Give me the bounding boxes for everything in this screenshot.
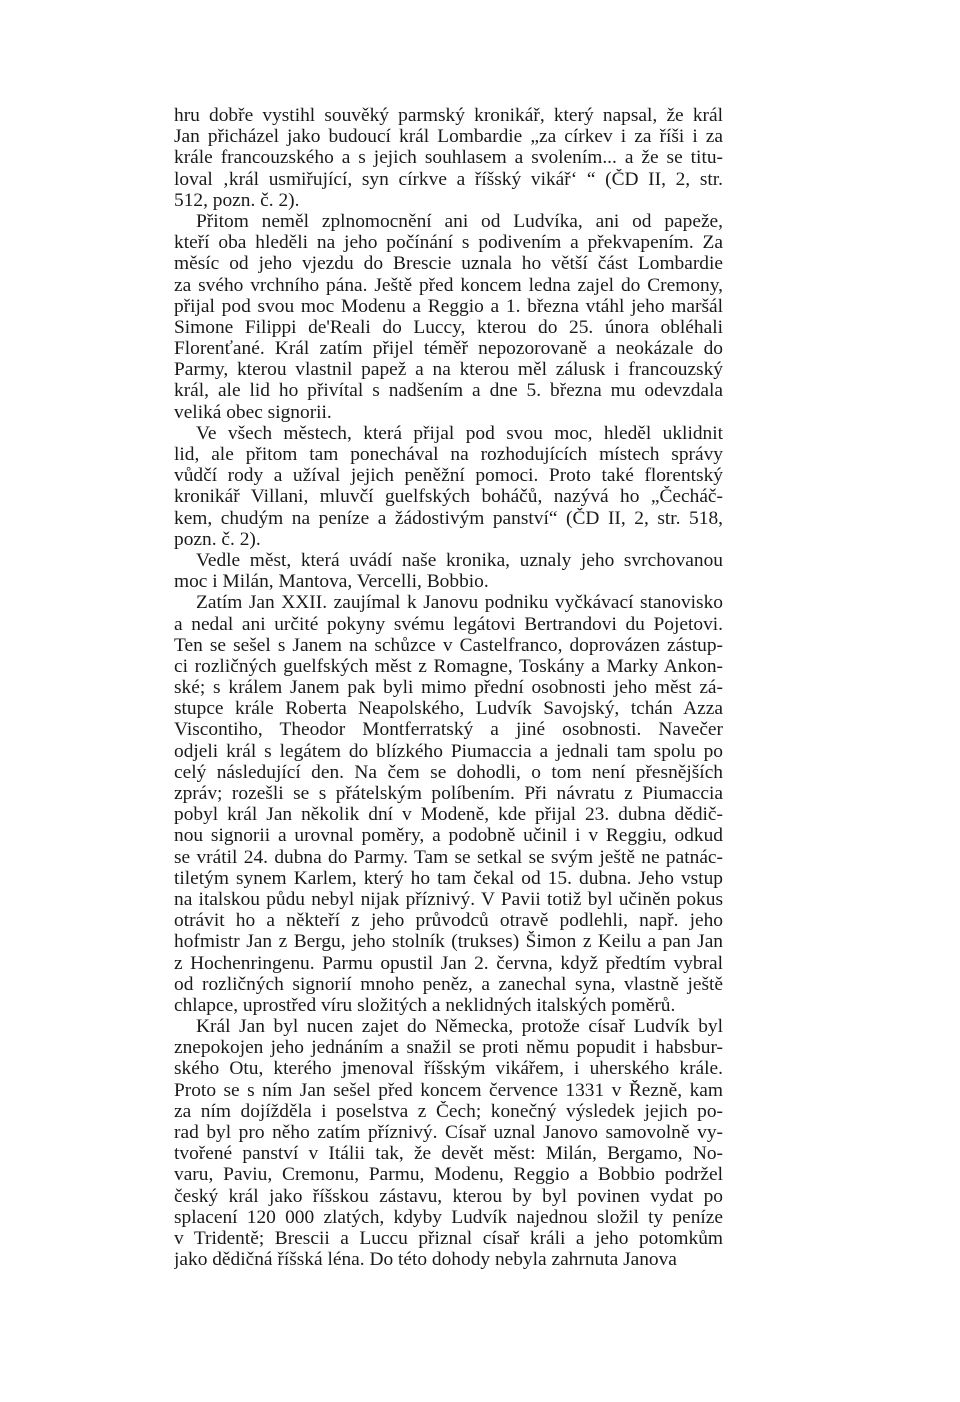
text-line: varu, Paviu, Cremonu, Parmu, Modenu, Reggio a Bobbio podržel [174, 1164, 723, 1186]
text-line: krále francouzského a s jejich souhlasem a svolením... a že se titu- [174, 147, 723, 169]
text-line: král, ale lid ho přivítal s nadšením a dne 5. března mu odevzdala [174, 380, 723, 402]
text-line: loval ‚král usmiřující, syn církve a říšský vikář‘ “ (ČD II, 2, str. [174, 168, 723, 190]
text-line: z Hochenringenu. Parmu opustil Jan 2. června, když předtím vybral [174, 952, 723, 974]
text-line: za svého vrchního pána. Ještě před koncem ledna zajel do Cremony, [174, 274, 723, 296]
text-line: Ten se sešel s Janem na schůzce v Castelfranco, doprovázen zástup- [174, 634, 723, 656]
text-line: stupce krále Roberta Neapolského, Ludvík Savojský, tchán Azza [174, 698, 723, 720]
text-line: český král jako říšskou zástavu, kterou by byl povinen vydat po [174, 1185, 723, 1207]
text-line: kem, chudým na peníze a žádostivým panství“ (ČD II, 2, str. 518, [174, 507, 723, 529]
paragraph [174, 423, 723, 550]
text-line: ské; s králem Janem pak byli mimo přední osobnosti jeho měst zá- [174, 677, 723, 699]
text-line: tiletým synem Karlem, který ho tam čekal od 15. dubna. Jeho vstup [174, 867, 723, 889]
text-line: znepokojen jeho jednáním a snažil se proti němu popudit i habsbur- [174, 1037, 723, 1059]
text-line: pozn. č. 2). [174, 528, 261, 550]
text-line: měsíc od jeho vjezdu do Brescie uznala ho větší část Lombardie [174, 253, 723, 275]
text-line: Ve všech městech, která přijal pod svou moc, hleděl uklidnit [196, 422, 723, 444]
text-line: Král Jan byl nucen zajet do Německa, protože císař Ludvík byl [196, 1016, 723, 1038]
paragraph [174, 592, 723, 1016]
text-line: zpráv; rozešli se s přátelským políbením. Při návratu z Piumaccia [174, 783, 723, 804]
paragraph [174, 211, 723, 423]
text-line: kteří oba hleděli na jeho počínání s podivením a překvapením. Za [174, 232, 723, 254]
text-line: v Tridentě; Brescii a Luccu přiznal císař králi a jeho potomkům [174, 1227, 723, 1249]
text-line: otrávit ho a někteří z jeho průvodců otravě podlehli, např. jeho [174, 910, 723, 932]
text-line: veliká obec signorii. [174, 401, 332, 423]
text-line: 512, pozn. č. 2). [174, 189, 300, 211]
text-line: kronikář Villani, mluvčí guelfských boháčů, nazývá ho „Čecháč- [174, 486, 723, 508]
text-line: vůdčí rody a užíval jejich peněžní pomoci. Proto také florentský [174, 465, 723, 487]
paragraph [174, 1016, 723, 1270]
text-line: nou signorii a urovnal poměry, a podobně učinil i v Reggiu, odkud [174, 825, 723, 847]
text-line: lid, ale přitom tam ponechával na rozhodujících místech správy [174, 444, 723, 465]
text-line: Simone Filippi de'Reali do Luccy, kterou do 25. února obléhali [174, 316, 723, 338]
text-line: se vrátil 24. dubna do Parmy. Tam se setkal se svým ještě ne patnác- [174, 846, 723, 868]
text-line: celý následující den. Na čem se dohodli, o tom není přesnějších [174, 761, 723, 783]
text-line: pobyl král Jan několik dní v Modeně, kde přijal 23. dubna dědič- [174, 804, 723, 826]
text-line: ského Otu, kterého jmenoval říšským vikářem, i uherského krále. [174, 1058, 723, 1080]
text-line: Parmy, kterou vlastnil papež a na kterou měl zálusk i francouzský [174, 359, 723, 381]
text-line: Vedle měst, která uvádí naše kronika, uznaly jeho svrchovanou [196, 549, 723, 571]
text-line: Přitom neměl zplnomocnění ani od Ludvíka, ani od papeže, [196, 210, 723, 232]
text-line: Jan přicházel jako budoucí král Lombardie „za církev i za říši i za [174, 126, 723, 148]
text-line: Proto se s ním Jan sešel před koncem července 1331 v Řezně, kam [174, 1079, 723, 1101]
text-line: hofmistr Jan z Bergu, jeho stolník (trukses) Šimon z Keilu a pan Jan [174, 931, 723, 953]
text-line: Zatím Jan XXII. zaujímal k Janovu podniku vyčkávací stanovisko [196, 592, 723, 614]
paragraph [174, 550, 723, 592]
text-line: Florenťané. Král zatím přijel téměř nepozorovaně a neokázale do [174, 338, 723, 360]
text-line: za ním dojížděla i poselstva z Čech; konečný výsledek jejich po- [174, 1100, 723, 1122]
page-text [174, 105, 723, 1270]
text-line: a nedal ani určité pokyny svému legátovi Bertrandovi du Pojetovi. [174, 613, 723, 635]
text-line: chlapce, uprostřed víru složitých a neklidných italských poměrů. [174, 994, 676, 1016]
text-line: ci rozličných guelfských měst z Romagne, Toskány a Marky Ankon- [174, 655, 723, 677]
text-line: rad byl pro něho zatím příznivý. Císař uznal Janovo samovolně vy- [174, 1122, 723, 1143]
text-line: splacení 120 000 zlatých, kdyby Ludvík najednou složil ty peníze [174, 1206, 723, 1228]
text-line: jako dědičná říšská léna. Do této dohody nebyla zahrnuta Janova [174, 1249, 677, 1271]
text-line: přijal pod svou moc Modenu a Reggio a 1. března vtáhl jeho maršál [174, 295, 723, 317]
text-line: od rozličných signorií mnoho peněz, a zanechal syna, vlastně ještě [174, 973, 723, 995]
text-line: hru dobře vystihl souvěký parmský kronikář, který napsal, že král [174, 105, 723, 126]
paragraph [174, 105, 723, 211]
text-line: tvořené panství v Itálii tak, že devět měst: Milán, Bergamo, No- [174, 1143, 723, 1165]
text-line: moc i Milán, Mantova, Vercelli, Bobbio. [174, 571, 489, 593]
text-line: Viscontiho, Theodor Montferratský a jiné osobnosti. Navečer [174, 719, 723, 741]
text-line: na italskou půdu nebyl nijak příznivý. V Pavii totiž byl učiněn pokus [174, 888, 723, 910]
text-line: odjeli král s legátem do blízkého Piumaccia a jednali tam spolu po [174, 740, 723, 762]
